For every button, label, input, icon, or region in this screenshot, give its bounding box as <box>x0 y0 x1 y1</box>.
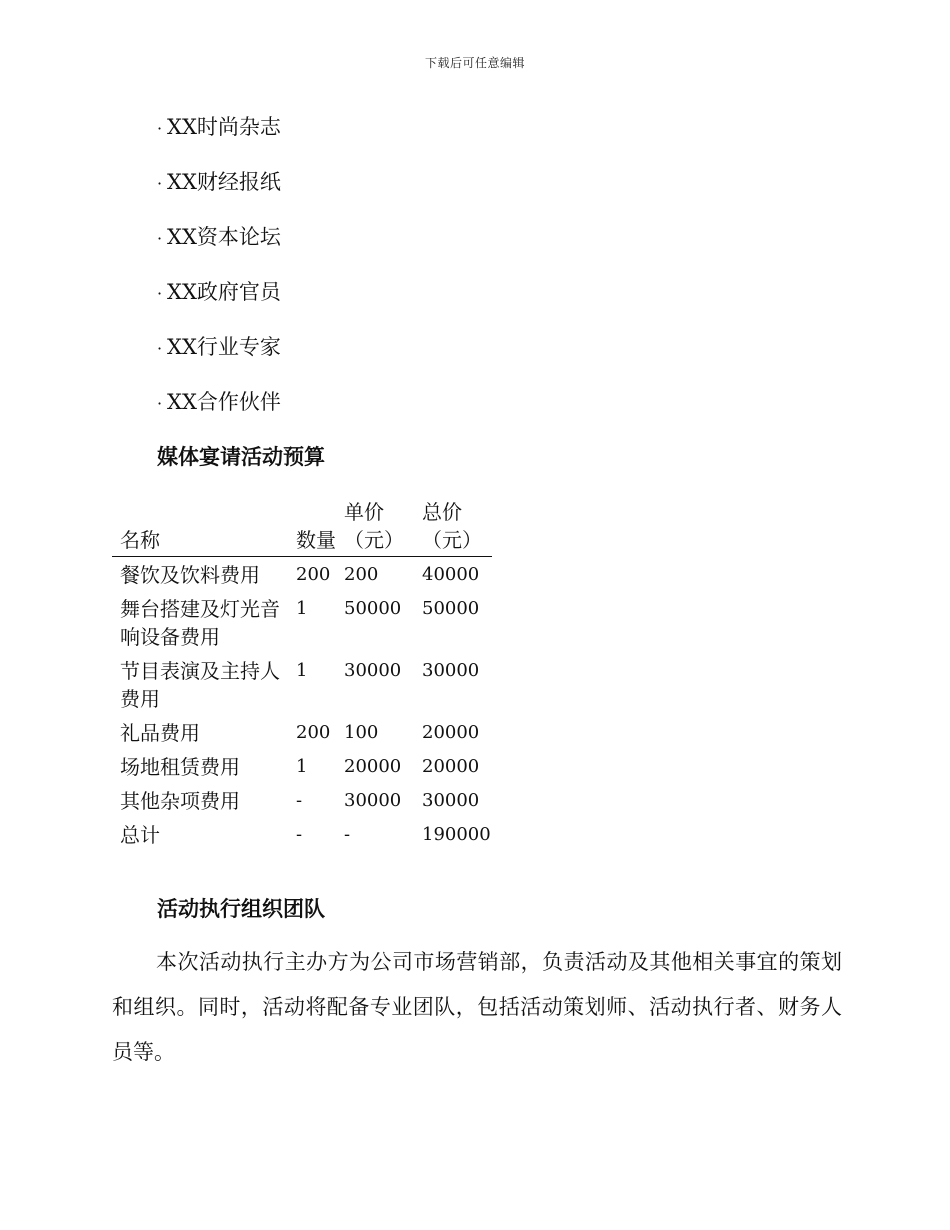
list-item-text: XX财经报纸 <box>167 170 281 194</box>
cell-total-price: 190000 <box>422 824 491 845</box>
list-item-text: XX行业专家 <box>167 335 281 359</box>
team-paragraph: 本次活动执行主办方为公司市场营销部，负责活动及其他相关事宜的策划和组织。同时，活动将配备专业团队，包括活动策划师、活动执行者、财务人员等。 <box>112 950 842 1064</box>
cell-total-price: 30000 <box>422 660 480 681</box>
table-row <box>112 749 492 783</box>
cell-name: 节目表演及主持人费用 <box>120 659 280 711</box>
cell-quantity: 1 <box>296 756 308 777</box>
cell-name: 舞台搭建及灯光音响设备费用 <box>120 597 280 649</box>
cell-unit-price: 30000 <box>344 660 402 681</box>
cell-unit-price: 50000 <box>344 598 402 619</box>
list-item <box>157 222 281 277</box>
bullet-icon: · <box>157 174 163 193</box>
table-row <box>112 715 492 749</box>
invitee-list <box>157 112 281 442</box>
list-item <box>157 112 281 167</box>
cell-total-price: 30000 <box>422 790 480 811</box>
cell-unit-price: 100 <box>344 722 379 743</box>
cell-quantity: - <box>296 824 303 845</box>
cell-quantity: 200 <box>296 722 331 743</box>
cell-total-price: 50000 <box>422 598 480 619</box>
column-header-unit-price: 单价（元） <box>336 498 414 557</box>
list-item <box>157 277 281 332</box>
cell-name: 总计 <box>120 823 160 847</box>
bullet-icon: · <box>157 394 163 413</box>
bullet-icon: · <box>157 339 163 358</box>
bullet-icon: · <box>157 119 163 138</box>
cell-total-price: 40000 <box>422 564 480 585</box>
table-row <box>112 783 492 817</box>
table-row <box>112 653 492 715</box>
list-item-text: XX合作伙伴 <box>167 390 281 414</box>
list-item <box>157 332 281 387</box>
list-item-text: XX资本论坛 <box>167 225 281 249</box>
list-item-text: XX政府官员 <box>167 280 281 304</box>
table-row <box>112 557 492 592</box>
cell-quantity: 1 <box>296 598 308 619</box>
list-item <box>157 387 281 442</box>
table-total-row <box>112 817 492 851</box>
cell-quantity: 200 <box>296 564 331 585</box>
cell-quantity: 1 <box>296 660 308 681</box>
table-row <box>112 591 492 653</box>
budget-table <box>112 498 492 851</box>
table-header-row <box>112 498 492 557</box>
cell-name: 场地租赁费用 <box>120 755 240 779</box>
page-header-note: 下载后可任意编辑 <box>424 56 525 70</box>
cell-total-price: 20000 <box>422 756 480 777</box>
bullet-icon: · <box>157 229 163 248</box>
column-header-total-price: 总价（元） <box>414 498 492 557</box>
cell-name: 其他杂项费用 <box>120 789 240 813</box>
budget-heading: 媒体宴请活动预算 <box>157 445 325 469</box>
cell-unit-price: 200 <box>344 564 379 585</box>
list-item <box>157 167 281 222</box>
column-header-quantity: 数量 <box>288 498 336 557</box>
cell-quantity: - <box>296 790 303 811</box>
cell-name: 礼品费用 <box>120 721 200 745</box>
bullet-icon: · <box>157 284 163 303</box>
cell-total-price: 20000 <box>422 722 480 743</box>
cell-unit-price: - <box>344 824 351 845</box>
cell-name: 餐饮及饮料费用 <box>120 563 260 587</box>
team-heading: 活动执行组织团队 <box>157 897 325 921</box>
list-item-text: XX时尚杂志 <box>167 115 281 139</box>
cell-unit-price: 20000 <box>344 756 402 777</box>
cell-unit-price: 30000 <box>344 790 402 811</box>
column-header-name: 名称 <box>112 498 288 557</box>
